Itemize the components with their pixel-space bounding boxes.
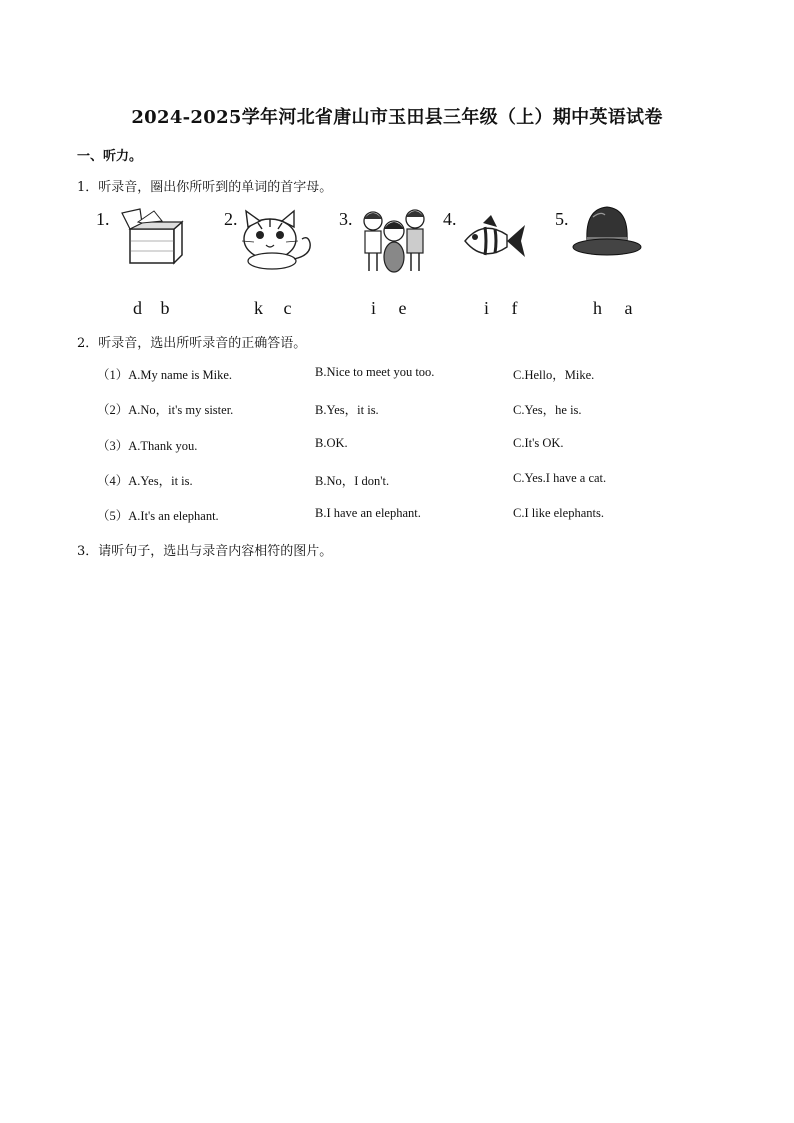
letter-option[interactable]: c <box>283 298 292 318</box>
option-c[interactable]: C.Yes，he is. <box>513 403 582 417</box>
letter-option[interactable]: a <box>624 298 633 318</box>
picture-item-2 <box>224 203 324 283</box>
section-heading-listening: 一、听力。 <box>77 149 143 164</box>
picture-item-3 <box>339 203 439 283</box>
letter-option[interactable]: b <box>160 298 170 318</box>
picture-number: 4. <box>443 209 457 229</box>
option-a[interactable]: （1）A.My name is Mike. <box>97 368 233 382</box>
option-c[interactable]: C.It's OK. <box>513 436 564 450</box>
letter-option[interactable]: i <box>484 298 490 318</box>
letter-pair-3 <box>371 298 407 319</box>
letter-option[interactable]: e <box>398 298 407 318</box>
picture-number: 1. <box>96 209 110 229</box>
option-c[interactable]: C.Yes.I have a cat. <box>513 471 607 485</box>
letter-option[interactable]: f <box>511 298 518 318</box>
question-1-prompt: 1．听录音，圈出你所听到的单词的首字母。 <box>77 180 333 195</box>
option-b[interactable]: B.Yes，it is. <box>315 403 379 417</box>
option-c[interactable]: C.Hello，Mike. <box>513 368 595 382</box>
picture-item-1 <box>96 203 196 283</box>
hat-icon <box>571 203 643 263</box>
children-icon <box>359 205 431 275</box>
cat-icon <box>238 209 318 271</box>
box-icon <box>118 207 188 267</box>
question-3-prompt: 3．请听句子，选出与录音内容相符的图片。 <box>77 544 333 559</box>
option-a[interactable]: （5）A.It's an elephant. <box>97 509 219 523</box>
option-b[interactable]: B.No，I don't. <box>315 474 390 488</box>
picture-item-4 <box>443 203 543 283</box>
fish-icon <box>461 213 531 269</box>
letter-pair-4 <box>484 298 518 319</box>
option-b[interactable]: B.Nice to meet you too. <box>315 365 435 379</box>
letter-option[interactable]: d <box>133 298 142 318</box>
letter-option[interactable]: k <box>254 298 263 318</box>
picture-number: 2. <box>224 209 238 229</box>
option-b[interactable]: B.I have an elephant. <box>315 506 421 520</box>
option-a[interactable]: （4）A.Yes，it is. <box>97 474 193 488</box>
picture-number: 3. <box>339 209 353 229</box>
picture-item-5 <box>555 203 655 283</box>
option-a[interactable]: （2）A.No，it's my sister. <box>97 403 234 417</box>
letter-pair-2 <box>254 298 292 319</box>
page-title: 2024-2025学年河北省唐山市玉田县三年级（上）期中英语试卷 <box>131 107 663 128</box>
letter-option[interactable]: h <box>593 298 602 318</box>
question-2-prompt: 2．听录音，选出所听录音的正确答语。 <box>77 336 307 351</box>
option-b[interactable]: B.OK. <box>315 436 348 450</box>
option-c[interactable]: C.I like elephants. <box>513 506 604 520</box>
letter-pair-5 <box>593 298 633 319</box>
picture-number: 5. <box>555 209 569 229</box>
option-a[interactable]: （3）A.Thank you. <box>97 439 198 453</box>
letter-pair-1 <box>133 298 170 319</box>
letter-option[interactable]: i <box>371 298 377 318</box>
